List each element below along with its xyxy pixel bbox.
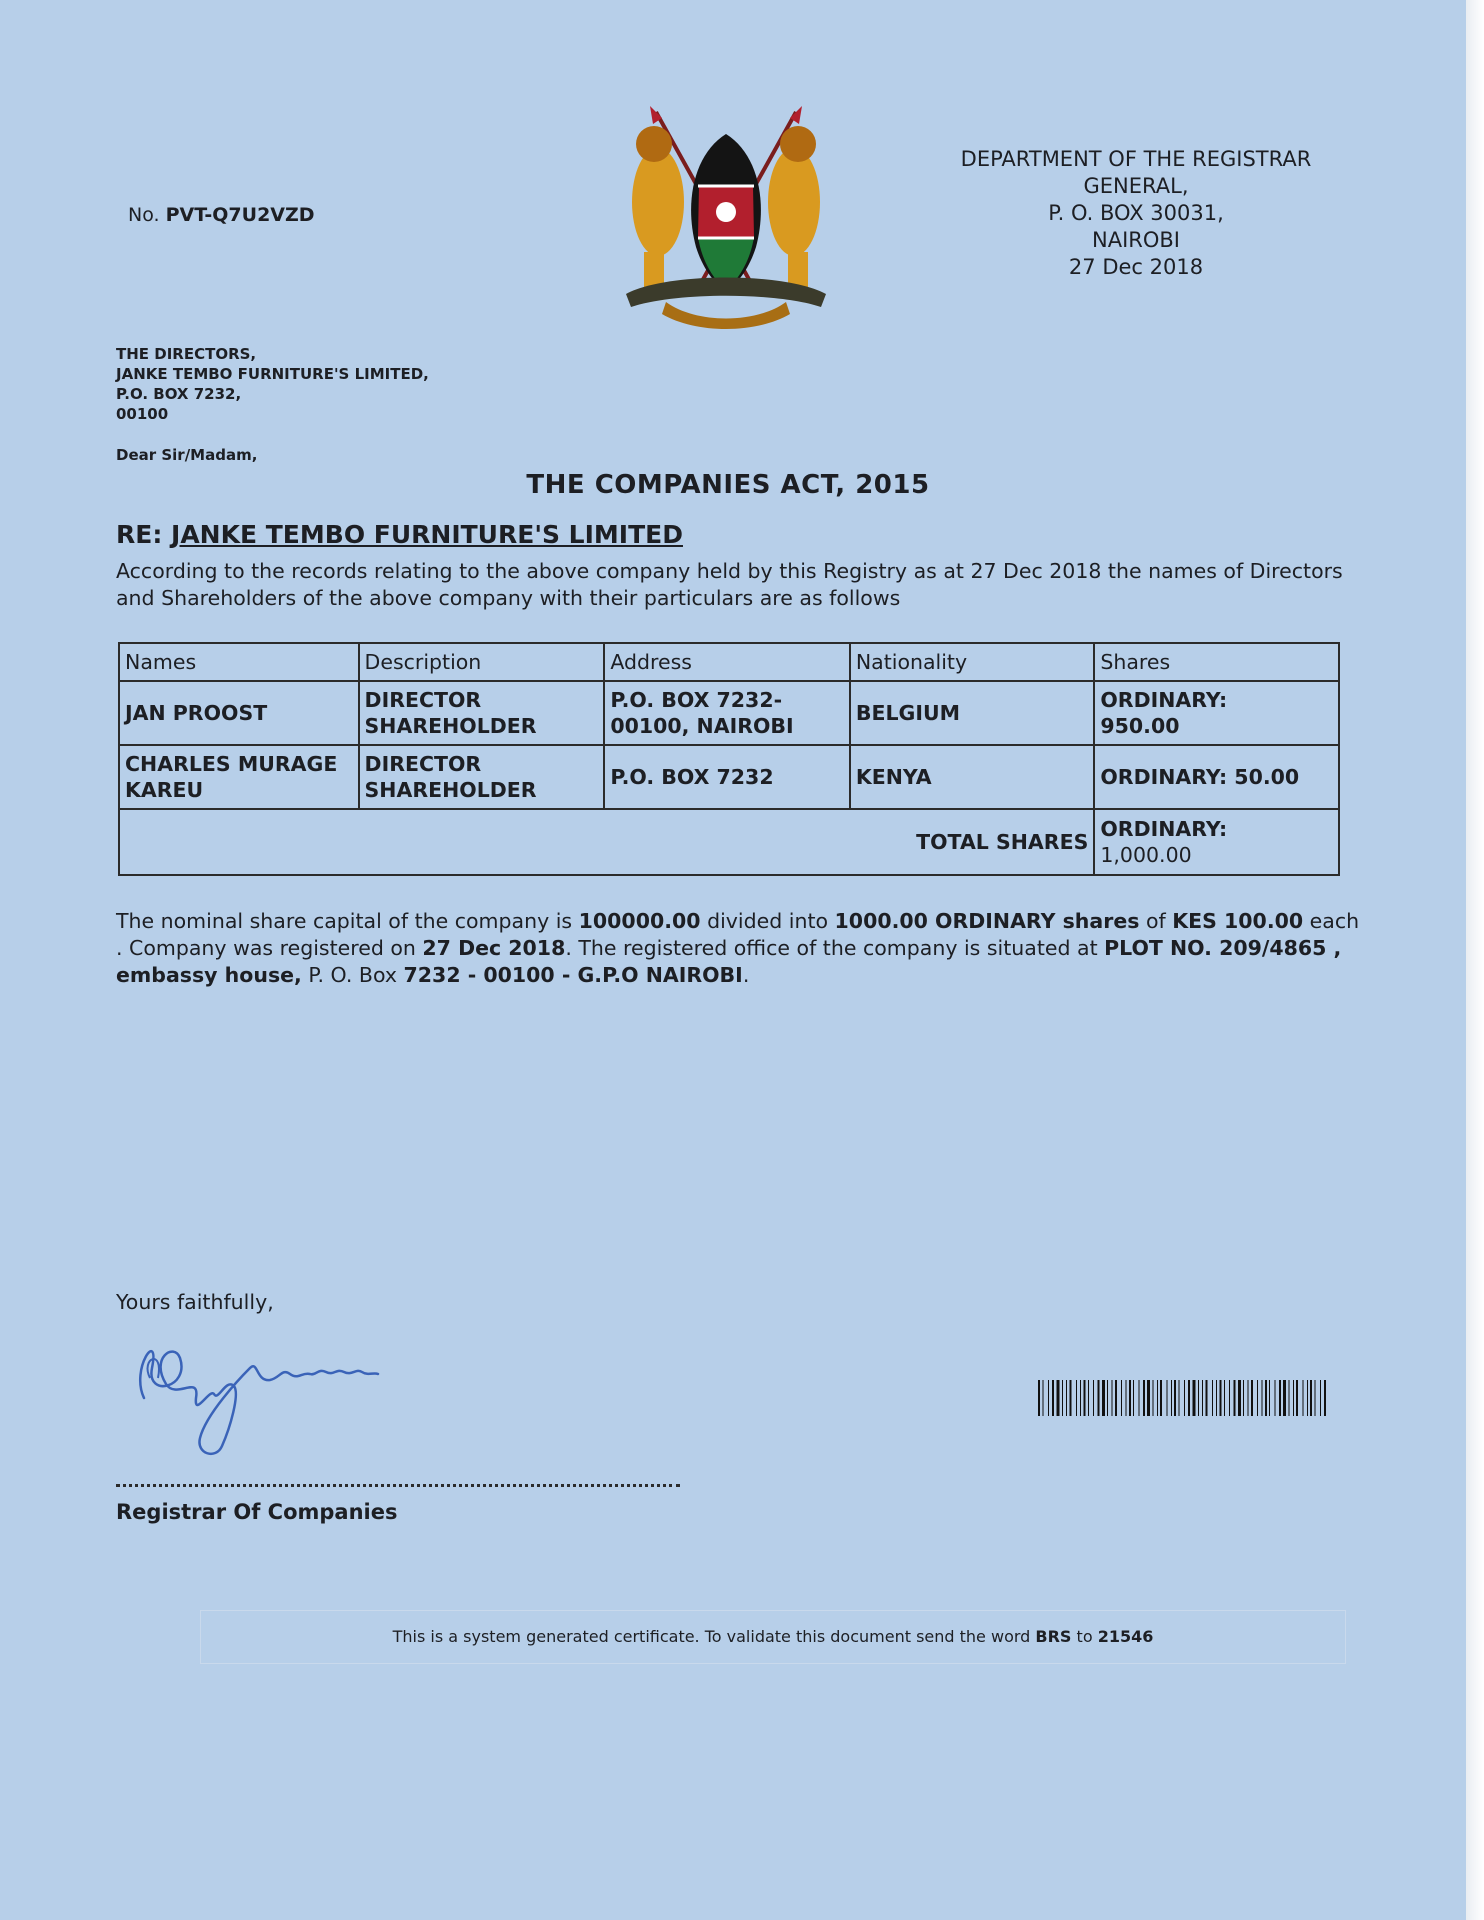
directors-table xyxy=(118,642,1340,876)
cell-name: JAN PROOST xyxy=(119,681,359,745)
addressee-block: THE DIRECTORS, JANKE TEMBO FURNITURE'S LIMITED, P.O. BOX 7232, 00100 xyxy=(116,345,429,423)
act-title: THE COMPANIES ACT, 2015 xyxy=(526,470,930,500)
share-capital-paragraph: The nominal share capital of the company is 100000.00 divided into 1000.00 ORDINARY shares of KES 100.00 each . Company was registered on 27 Dec 2018. The registered office of the company is situated at PLOT NO. 209/4865 , embassy house, P. O. Box 7232 - 00100 - G.P.O NAIROBI. xyxy=(116,909,1360,987)
header-description: Description xyxy=(359,643,605,681)
cell-description: DIRECTOR SHAREHOLDER xyxy=(359,745,605,809)
barcode-icon xyxy=(1038,1380,1328,1416)
table-row xyxy=(119,681,1339,745)
table-header-row xyxy=(119,643,1339,681)
header-shares: Shares xyxy=(1094,643,1339,681)
header-address: Address xyxy=(604,643,850,681)
paper-edge xyxy=(1466,0,1484,1920)
total-shares-label: TOTAL SHARES xyxy=(119,809,1094,875)
cell-nationality: BELGIUM xyxy=(850,681,1095,745)
re-line: RE: JANKE TEMBO FURNITURE'S LIMITED xyxy=(116,520,683,549)
cell-description: DIRECTOR SHAREHOLDER xyxy=(359,681,605,745)
total-shares-value: ORDINARY: 1,000.00 xyxy=(1094,809,1339,875)
validation-footer: This is a system generated certificate. To validate this document send the word BRS to 21546 xyxy=(200,1610,1346,1664)
signatory-title: Registrar Of Companies xyxy=(116,1500,398,1524)
cell-shares: ORDINARY: 950.00 xyxy=(1094,681,1339,745)
cell-nationality: KENYA xyxy=(850,745,1095,809)
signature-icon xyxy=(130,1328,390,1462)
registrar-address-block: DEPARTMENT OF THE REGISTRAR GENERAL, P. O. BOX 30031, NAIROBI 27 Dec 2018 xyxy=(960,147,1312,279)
header-names: Names xyxy=(119,643,359,681)
reference-number: No. PVT-Q7U2VZD xyxy=(128,204,315,226)
closing-salutation: Yours faithfully, xyxy=(116,1290,274,1314)
signature-line xyxy=(116,1474,680,1487)
header-nationality: Nationality xyxy=(850,643,1095,681)
company-name: JANKE TEMBO FURNITURE'S LIMITED xyxy=(171,520,683,549)
coat-of-arms-icon xyxy=(606,102,846,332)
table-total-row xyxy=(119,809,1339,875)
cell-address: P.O. BOX 7232- 00100, NAIROBI xyxy=(604,681,850,745)
salutation: Dear Sir/Madam, xyxy=(116,446,258,464)
cell-address: P.O. BOX 7232 xyxy=(604,745,850,809)
cell-shares: ORDINARY: 50.00 xyxy=(1094,745,1339,809)
intro-paragraph: According to the records relating to the above company held by this Registry as at 27 Dec 2018 the names of Directors and Shareholders of the above company with their particulars are as follows xyxy=(116,559,1343,610)
table-row xyxy=(119,745,1339,809)
cell-name: CHARLES MURAGE KAREU xyxy=(119,745,359,809)
